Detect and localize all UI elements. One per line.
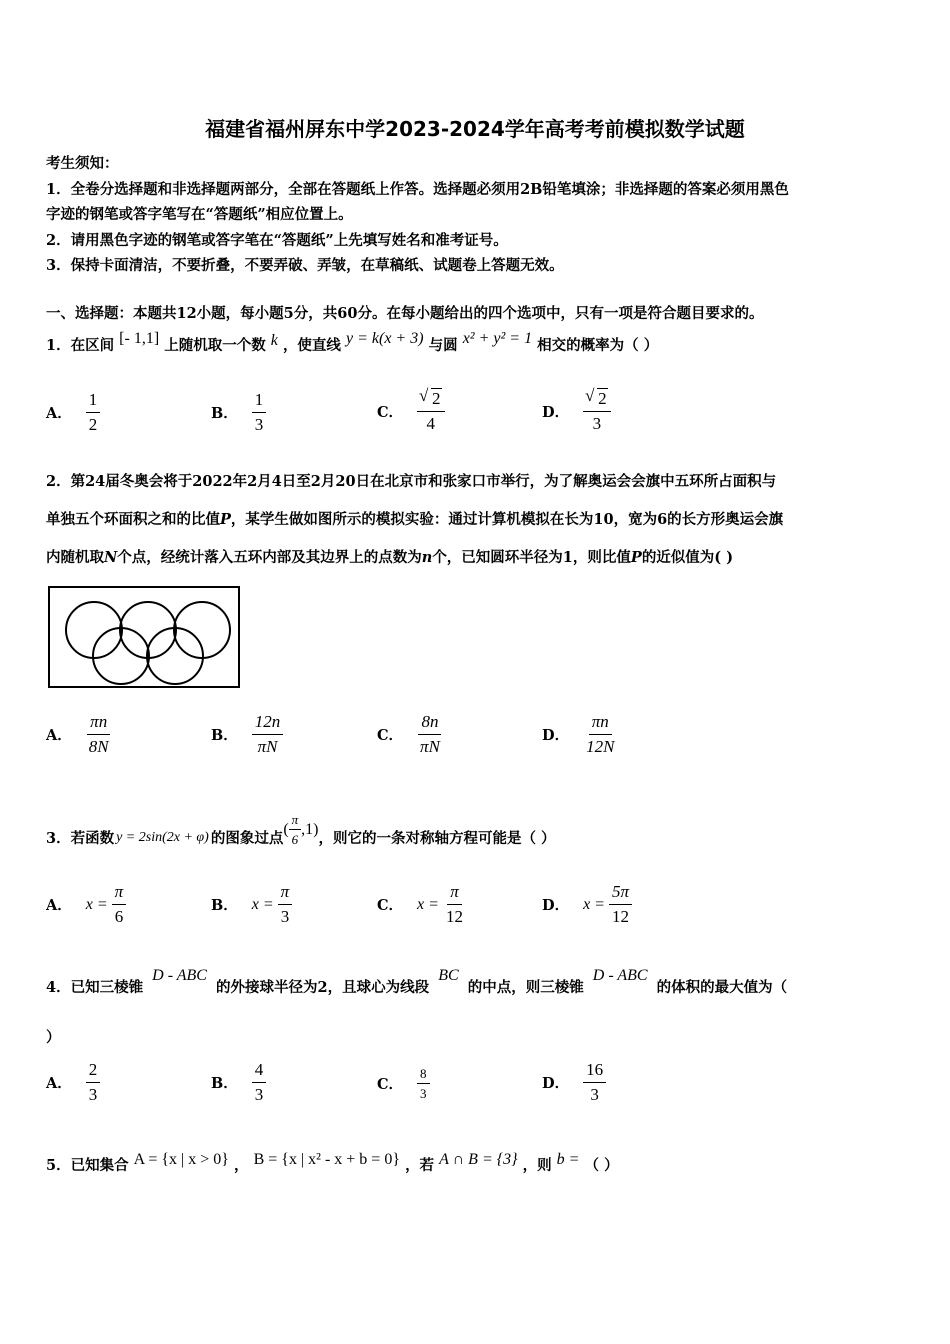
lhs: x =	[583, 895, 605, 913]
denominator: 6	[114, 907, 124, 926]
q2-text: 个，已知圆环半径为1，则比值	[432, 549, 631, 566]
option-label: C．	[377, 897, 404, 914]
question-4-end: ）	[46, 1029, 61, 1046]
q1-option-a[interactable]	[46, 390, 100, 435]
option-label: D．	[542, 727, 570, 744]
denominator: 8N	[88, 737, 109, 756]
q3-option-d[interactable]	[542, 882, 632, 927]
numerator: 4	[252, 1060, 267, 1083]
q2-text: 的近似值为( )	[641, 549, 734, 566]
q5-text: 5．已知集合	[46, 1157, 129, 1174]
numerator: 16	[583, 1060, 606, 1083]
notice-item: 1．全卷分选择题和非选择题两部分，全部在答题纸上作答。选择题必须用2B铅笔填涂；非选择题的答案必须用黑色	[46, 181, 789, 198]
q1-interval: [- 1,1]	[119, 330, 160, 347]
fraction	[112, 882, 127, 927]
notice-heading: 考生须知：	[46, 155, 119, 172]
q3-text: 3．若函数	[46, 830, 115, 847]
q2-option-a[interactable]	[46, 712, 112, 757]
q1-text: 与圆	[428, 337, 458, 354]
numerator: π	[278, 882, 293, 905]
q5-text: （ ）	[584, 1157, 619, 1174]
q3-function: y = 2sin(2x + φ)	[116, 829, 209, 845]
fraction	[443, 882, 466, 927]
question-5	[46, 1151, 619, 1175]
fraction	[583, 712, 617, 757]
q2-option-c[interactable]	[377, 712, 443, 757]
denominator: 12	[612, 907, 629, 926]
numerator: 1	[252, 390, 267, 413]
denominator: 4	[426, 414, 436, 433]
notice-item: 2．请用黑色字迹的钢笔或答字笔在“答题纸”上先填写姓名和准考证号。	[46, 232, 508, 249]
option-label: A．	[46, 727, 72, 744]
fraction	[252, 1060, 267, 1105]
question-1	[46, 330, 659, 355]
fraction	[252, 390, 267, 435]
option-label: A．	[46, 405, 72, 422]
option-label: B．	[211, 405, 238, 422]
fraction	[583, 388, 611, 434]
q3-option-a[interactable]	[46, 882, 126, 927]
equation	[417, 882, 466, 927]
numerator: 2	[598, 389, 607, 408]
q4-text: 4．已知三棱锥	[46, 979, 144, 996]
numerator: 8	[417, 1066, 430, 1084]
equation	[86, 882, 126, 927]
notice-item: 字迹的钢笔或答字笔写在“答题纸”相应位置上。	[46, 206, 353, 223]
numerator: πn	[87, 712, 110, 735]
question-2-line-3	[46, 546, 733, 567]
q2-text: 内随机取	[46, 549, 104, 566]
q5-text: ，若	[405, 1157, 435, 1174]
point-rest: ,1)	[301, 820, 319, 838]
q3-point	[283, 812, 318, 847]
sqrt-symbol	[586, 388, 608, 409]
q4-pyramid: D - ABC	[152, 967, 207, 984]
equation	[252, 882, 292, 927]
q2-var-n: n	[421, 549, 433, 566]
q4-text: 的外接球半径为2，且球心为线段	[216, 979, 430, 996]
q4-segment: BC	[438, 967, 459, 984]
q4-text: 的体积的最大值为（	[656, 979, 788, 996]
question-2-line-2	[46, 508, 783, 529]
denominator: 3	[88, 1085, 98, 1104]
question-2-line-1: 2．第24届冬奥会将于2022年2月4日至2月20日在北京市和张家口市举行，为了解奥运会会旗中五环所占面积与	[46, 473, 777, 490]
equation	[583, 882, 632, 927]
q1-text: 1．在区间	[46, 337, 115, 354]
q2-var-n-upper: N	[104, 549, 118, 566]
question-4	[46, 967, 788, 997]
q3-text: ，则它的一条对称轴方程可能是（ ）	[318, 830, 556, 847]
q4-text: 的中点，则三棱锥	[467, 979, 584, 996]
denominator: 3	[592, 414, 602, 433]
q4-option-a[interactable]	[46, 1060, 100, 1105]
q2-var-p: P	[220, 511, 231, 528]
numerator: 12n	[252, 712, 284, 735]
option-label: C．	[377, 403, 404, 421]
denominator: 3	[590, 1085, 599, 1104]
numerator: 8n	[418, 712, 441, 735]
q5-b: b =	[556, 1151, 580, 1168]
fraction	[86, 712, 112, 757]
q5-set-b: B = {x | x² - x + b = 0}	[253, 1151, 400, 1168]
q1-text: 上随机取一个数	[164, 337, 266, 354]
q1-k: k	[270, 332, 278, 349]
q1-text: ，使直线	[282, 337, 341, 354]
q4-option-d[interactable]	[542, 1060, 606, 1105]
lhs: x =	[251, 895, 274, 913]
numerator: 5π	[609, 882, 632, 905]
q2-text: 个点，经统计落入五环内部及其边界上的点数为	[117, 549, 422, 566]
fraction	[417, 712, 443, 757]
option-label: B．	[211, 897, 238, 914]
q4-pyramid: D - ABC	[592, 967, 648, 984]
q5-intersection: A ∩ B = {3}	[439, 1151, 518, 1168]
section-heading: 一、选择题：本题共12小题，每小题5分，共60分。在每小题给出的四个选项中，只有一项是符合题目要求的。	[46, 305, 764, 322]
paren: (	[283, 820, 289, 838]
numerator: 2	[86, 1060, 101, 1083]
q4-option-b[interactable]	[211, 1060, 266, 1105]
q2-text: 单独五个环面积之和的比值	[46, 511, 220, 528]
option-label: D．	[542, 897, 570, 914]
q3-option-b[interactable]	[211, 882, 292, 927]
q1-option-c[interactable]	[377, 388, 445, 434]
q2-var-p: P	[630, 549, 642, 566]
numerator: π	[112, 882, 127, 905]
denominator: πN	[420, 737, 440, 756]
notice-item: 3．保持卡面清洁，不要折叠，不要弄破、弄皱，在草稿纸、试题卷上答题无效。	[46, 257, 564, 274]
q1-line-equation: y = k(x + 3)	[346, 330, 424, 347]
q2-text: ，某学生做如图所示的模拟实验：通过计算机模拟在长为10，宽为6的长方形奥运会旗	[230, 511, 784, 528]
numerator: π	[447, 882, 462, 905]
option-label: A．	[46, 897, 72, 914]
fraction	[252, 712, 284, 757]
q3-text: 的图象过点	[210, 830, 284, 847]
fraction	[417, 388, 445, 434]
denominator: πN	[257, 737, 278, 756]
fraction	[289, 812, 302, 847]
q2-option-d[interactable]	[542, 712, 617, 757]
lhs: x =	[417, 895, 439, 913]
option-label: B．	[211, 727, 238, 744]
option-label: D．	[542, 1075, 570, 1092]
fraction	[86, 390, 101, 435]
q5-text: ，	[234, 1157, 249, 1174]
denominator: 3	[420, 1086, 427, 1101]
lhs: x =	[85, 895, 108, 913]
option-label: A．	[46, 1075, 72, 1092]
q5-text: ，则	[522, 1157, 552, 1174]
q1-text: 相交的概率为（ ）	[537, 337, 659, 354]
numerator: π	[289, 812, 302, 830]
q1-option-b[interactable]	[211, 390, 266, 435]
denominator: 3	[280, 907, 290, 926]
q4-option-c[interactable]	[377, 1066, 430, 1101]
denominator: 12	[445, 907, 463, 926]
q5-set-a: A = {x | x > 0}	[133, 1151, 229, 1168]
q1-circle-equation: x² + y² = 1	[462, 330, 533, 347]
denominator: 6	[291, 832, 299, 847]
question-3	[46, 812, 556, 855]
sqrt-symbol	[420, 388, 442, 409]
option-label: D．	[542, 403, 570, 421]
denominator: 2	[88, 415, 98, 434]
fraction	[609, 882, 632, 927]
olympic-rings-figure	[46, 584, 242, 690]
option-label: C．	[377, 1076, 404, 1093]
denominator: 12N	[586, 737, 615, 756]
q1-option-d[interactable]	[542, 388, 611, 434]
fraction	[86, 1060, 101, 1105]
numerator: 2	[432, 389, 441, 408]
q2-option-b[interactable]	[211, 712, 283, 757]
fraction	[278, 882, 293, 927]
denominator: 3	[254, 415, 264, 434]
denominator: 3	[254, 1085, 264, 1104]
fraction	[417, 1066, 430, 1101]
option-label: C．	[377, 727, 404, 744]
fraction	[583, 1060, 606, 1105]
q3-option-c[interactable]	[377, 882, 466, 927]
numerator: πn	[589, 712, 612, 735]
option-label: B．	[211, 1075, 238, 1092]
page-title: 福建省福州屏东中学2023-2024学年高考考前模拟数学试题	[205, 117, 745, 141]
numerator: 1	[86, 390, 101, 413]
